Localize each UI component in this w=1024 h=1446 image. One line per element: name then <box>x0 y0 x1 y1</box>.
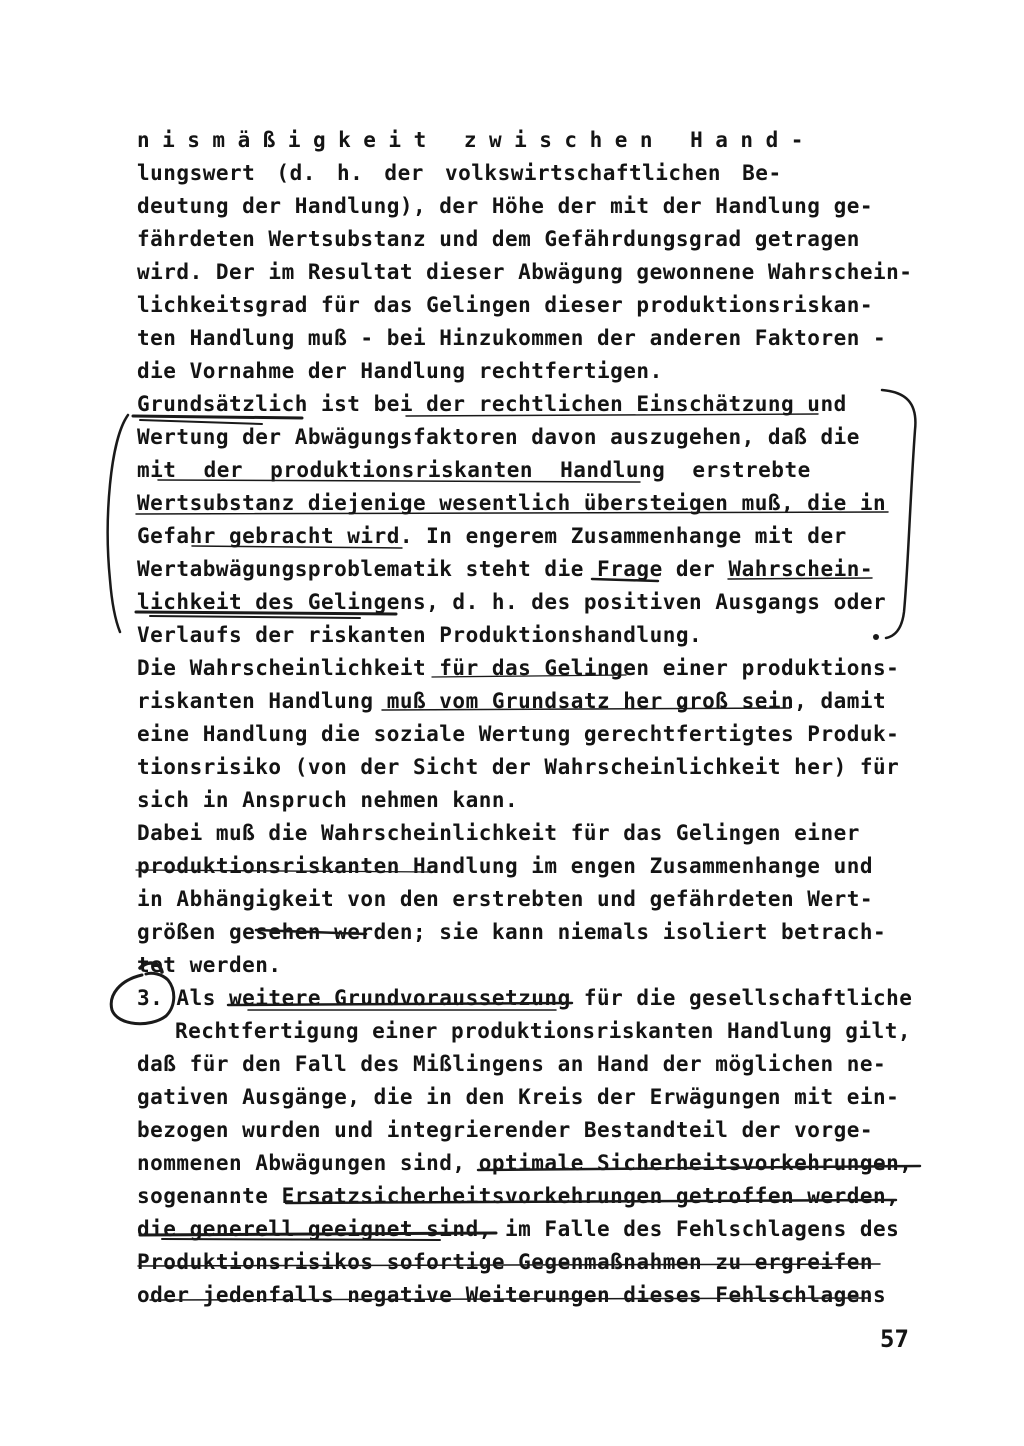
text-line: tet werden. <box>137 953 282 977</box>
text-line: gativen Ausgänge, die in den Kreis der Erwägungen mit ein- <box>137 1085 900 1109</box>
text-line: fährdeten Wertsubstanz und dem Gefährdungsgrad getragen <box>137 227 860 251</box>
text-line: lichkeitsgrad für das Gelingen dieser produktionsriskan- <box>137 293 874 317</box>
text-line: sich in Anspruch nehmen kann. <box>137 788 519 812</box>
text-line: daß für den Fall des Mißlingens an Hand der möglichen ne- <box>137 1052 887 1076</box>
text-line: die Vornahme der Handlung rechtfertigen. <box>137 359 663 383</box>
text-line: Rechtfertigung einer produktionsriskanten Handlung gilt, <box>175 1019 912 1043</box>
text-line: Grundsätzlich ist bei der rechtlichen Einschätzung und <box>137 392 847 416</box>
left-bracket-mark <box>108 415 128 632</box>
text-line: riskanten Handlung muß vom Grundsatz her groß sein, damit <box>137 689 887 713</box>
text-line: oder jedenfalls negative Weiterungen dieses Fehlschlagens <box>137 1283 887 1307</box>
text-line: Produktionsrisikos sofortige Gegenmaßnahmen zu ergreifen <box>137 1250 874 1274</box>
text-line: Verlaufs der riskanten Produktionshandlung. <box>137 623 703 647</box>
text-line: lungswert (d. h. der volkswirtschaftlichen Be- <box>137 161 782 185</box>
text-line: in Abhängigkeit von den erstrebten und gefährdeten Wert- <box>137 887 874 911</box>
page-number: 57 <box>880 1325 909 1353</box>
text-line: Dabei muß die Wahrscheinlichkeit für das Gelingen einer <box>137 821 860 845</box>
text-line: Wertabwägungsproblematik steht die Frage der Wahrschein- <box>137 557 874 581</box>
text-line: Wertung der Abwägungsfaktoren davon auszugehen, daß die <box>137 425 860 449</box>
text-line: nommenen Abwägungen sind, optimale Sicherheitsvorkehrungen, <box>137 1151 913 1175</box>
text-line: wird. Der im Resultat dieser Abwägung gewonnene Wahrschein- <box>137 260 913 284</box>
text-line: die generell geeignet sind, im Falle des Fehlschlagens des <box>137 1217 900 1241</box>
text-line: deutung der Handlung), der Höhe der mit der Handlung ge- <box>137 194 874 218</box>
right-bracket-mark <box>882 390 915 638</box>
text-line: nismäßigkeit zwischen Hand- <box>137 128 816 152</box>
text-line: sogenannte Ersatzsicherheitsvorkehrungen getroffen werden, <box>137 1184 900 1208</box>
text-line: ten Handlung muß - bei Hinzukommen der anderen Faktoren - <box>137 326 887 350</box>
text-line: tionsrisiko (von der Sicht der Wahrscheinlichkeit her) für <box>137 755 900 779</box>
text-line: bezogen wurden und integrierender Bestandteil der vorge- <box>137 1118 874 1142</box>
text-line: lichkeit des Gelingens, d. h. des positiven Ausgangs oder <box>137 590 887 614</box>
text-line: produktionsriskanten Handlung im engen Zusammenhange und <box>137 854 874 878</box>
text-line: 3. Als weitere Grundvoraussetzung für die gesellschaftliche <box>137 986 913 1010</box>
ink-dot <box>873 634 879 640</box>
text-line: größen gesehen werden; sie kann niemals isoliert betrach- <box>137 920 887 944</box>
text-line: Gefahr gebracht wird. In engerem Zusammenhange mit der <box>137 524 847 548</box>
text-line: eine Handlung die soziale Wertung gerechtfertigtes Produk- <box>137 722 900 746</box>
text-line: Die Wahrscheinlichkeit für das Gelingen einer produktions- <box>137 656 900 680</box>
text-line: mit der produktionsriskanten Handlung erstrebte <box>137 458 811 482</box>
text-line: Wertsubstanz diejenige wesentlich übersteigen muß, die in <box>137 491 887 515</box>
